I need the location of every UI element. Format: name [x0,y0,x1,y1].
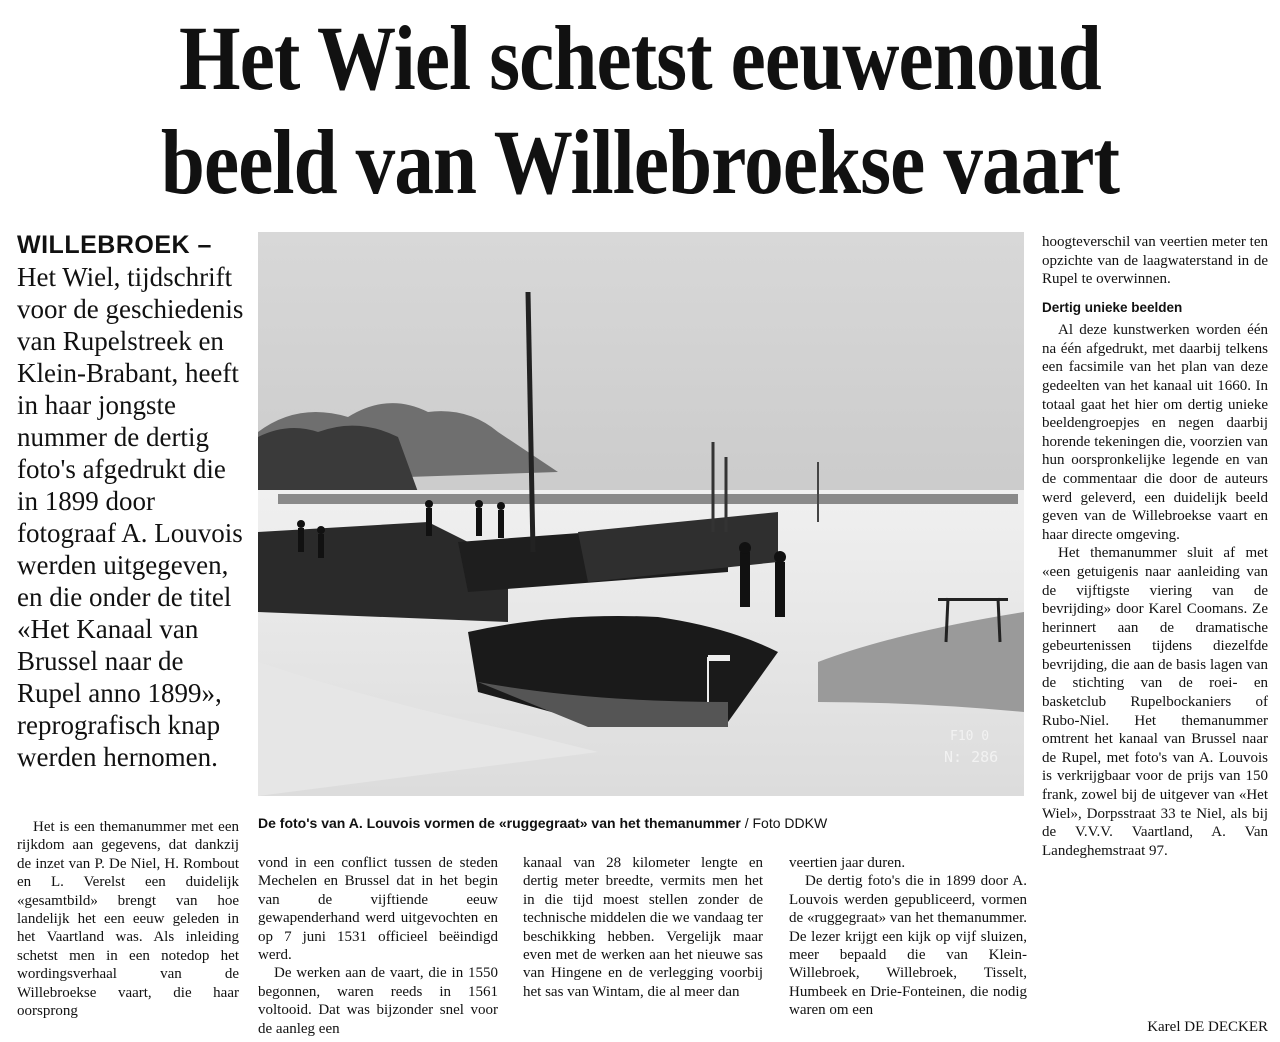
column-4-paragraph-1: veertien jaar duren. [789,855,906,871]
column-5-paragraph-3: Het themanummer sluit af met «een getuigenis naar aanleiding van de vijftigste viering van de bevrijding» door Karel Coomans. Ze herinnert aan de dramatische gebeurtenissen tijdens diezelfde bevrijding, die aan de basis lagen van de stichting van de roei- en basketclub Rupelbockaniers of Rubo-Niel. Het themanummer omtrent het kanaal van Brussel naar de Rupel, met foto's van A. Louvois is verkrijgbaar voor de prijs van 150 frank, zowel bij de uitgever van «Het Wiel», Dorpsstraat 33 te Niel, als bij de V.V.V. Vaartland, A. Van Landeghemstraat 97. [1042,545,1268,859]
headline-line-1: Het Wiel schetst eeuwenoud [179,7,1101,109]
column-5-paragraph-1: hoogteverschil van veertien meter ten opzichte van de laagwaterstand in de Rupel te overwinnen. [1042,234,1268,288]
photo-caption [258,814,1038,832]
photo-stamp-line-2: N: 286 [944,748,999,766]
column-2-paragraph-2: De werken aan de vaart, die in 1550 begonnen, waren reeds in 1561 voltooid. Dat was bijzonder snel voor de aanleg een [258,965,498,1037]
historic-canal-photo [258,232,1024,796]
column-5-paragraph-2: Al deze kunstwerken worden één na één afgedrukt, met daarbij telkens een facsimile van het plan van deze gedeelten van het kanaal uit 1660. In totaal gaat het hier om dertig unieke beeldengroepjes en negen daarbij horende tekeningen die, voorzien van hun oorspronkelijke legende en van de commentaar die door de auteurs werd geleverd, een duidelijk beeld geven van de Willebroekse vaart en haar directe omgeving. [1042,322,1268,543]
lead-paragraph [17,228,249,773]
photo-stamp-line-1: F10 0 [950,729,990,744]
column-1-paragraph: Het is een themanummer met een rijkdom aan gegevens, dat dankzij de inzet van P. De Niel, H. Rombout en L. Verelst een duidelijk «gesamtbild» brengt van hoe landelijk het een eeuw geleden in het Vaartland was. Als inleiding schetst men in een notedop het wordingsverhaal van de Willebroekse vaart, die haar oorsprong [17,819,239,1020]
photo-credit: / Foto DDKW [740,815,828,831]
article-column-4 [789,854,1027,1020]
section-subhead: Dertig unieke beelden [1042,299,1183,315]
column-4-paragraph-2: De dertig foto's die in 1899 door A. Louvois werden gepubliceerd, vormen de «ruggegraat» van het themanummer. De lezer krijgt een kijk op vijf sluizen, meer bepaald die van Klein-Willebroek, Willebroek, Tisselt, Humbeek en Drie-Fonteinen, die nodig waren om een [789,873,1027,1019]
author-byline: Karel DE DECKER [1147,1019,1268,1035]
dateline: WILLEBROEK – [17,231,212,259]
article-column-3 [523,854,763,1001]
column-2-paragraph-1: vond in een conflict tussen de steden Mechelen en Brussel dat in het begin van de vijftiende eeuw gewapenderhand werd uitgevochten en op 7 juni 1531 officieel beëindigd werd. [258,855,498,964]
article-column-5 [1042,233,1268,860]
lead-text: Het Wiel, tijdschrift voor de geschiedenis van Rupelstreek en Klein-Brabant, heeft in haar jongste nummer de dertig foto's afgedrukt die in 1899 door fotograaf A. Louvois werden uitgegeven, en die onder de titel «Het Kanaal van Brussel naar de Rupel anno 1899», reprografisch knap werden hernomen. [17,262,244,772]
article-column-2 [258,854,498,1038]
article-column-1 [17,818,239,1020]
headline-line-2: beeld van Willebroekse vaart [160,111,1120,213]
column-3-paragraph: kanaal van 28 kilometer lengte en dertig meter breedte, vermits men het in die tijd moest stellen zonder de technische middelen die we vandaag ter beschikking hebben. Vergelijk maar even met de werken aan het nieuwe sas van Hingene en de verlegging voorbij het sas van Wintam, die al meer dan [523,855,763,1000]
headline [90,6,1191,214]
caption-text: De foto's van A. Louvois vormen de «ruggegraat» van het themanummer [258,815,741,831]
canal-photo-illustration [258,232,1024,796]
